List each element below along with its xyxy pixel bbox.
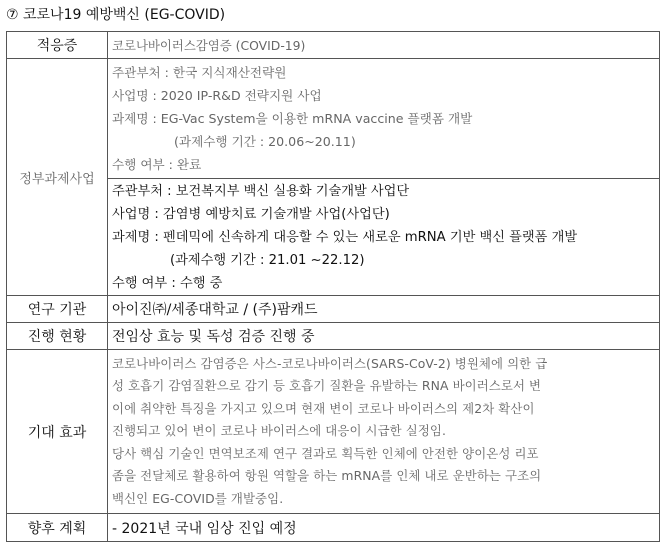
gov-project-block-1 xyxy=(108,59,659,179)
label-effect: 기대 효과 xyxy=(7,350,108,514)
gov-project-block-2 xyxy=(112,179,655,295)
row-effect xyxy=(7,350,660,514)
block2-period: (과제수행 기간 : 21.01 ~22.12) xyxy=(170,253,365,268)
block1-period: (과제수행 기간 : 20.06~20.11) xyxy=(174,134,356,149)
label-indication: 적응증 xyxy=(7,32,108,59)
effect-line: 진행되고 있어 변이 코로나 바이러스에 대응이 시급한 실정임. xyxy=(112,423,447,439)
value-institution: 아이진㈜/세종대학교 / (주)팜캐드 xyxy=(108,296,660,323)
row-progress xyxy=(7,323,660,350)
block2-status: 수행 여부 : 수행 중 xyxy=(112,276,223,291)
block1-status: 수행 여부 : 완료 xyxy=(112,157,202,172)
label-progress: 진행 현황 xyxy=(7,323,108,350)
block1-task: 과제명 : EG-Vac System을 이용한 mRNA vaccine 플랫폼 개발 xyxy=(112,111,473,126)
label-institution: 연구 기관 xyxy=(7,296,108,323)
effect-line: 좀을 전달체로 활용하여 항원 역할을 하는 mRNA를 인체 내로 운반하는 구조의 xyxy=(112,468,542,484)
value-indication: 코로나바이러스감염증 (COVID-19) xyxy=(108,32,660,59)
effect-line: 코로나바이러스 감염증은 사스-코로나바이러스(SARS-CoV-2) 병원체에 의한 급 xyxy=(112,355,548,371)
effect-line: 당사 핵심 기술인 면역보조제 연구 결과로 획득한 인체에 안전한 양이온성 리포 xyxy=(112,445,539,461)
block1-ministry: 주관부처 : 한국 지식재산전략원 xyxy=(112,65,287,80)
value-progress: 전임상 효능 및 독성 검증 진행 중 xyxy=(108,323,660,350)
row-indication xyxy=(7,32,660,59)
row-gov-project xyxy=(7,59,660,296)
project-table xyxy=(6,31,660,542)
section-title: ⑦ 코로나19 예방백신 (EG-COVID) xyxy=(6,7,226,23)
value-gov-project xyxy=(108,59,660,296)
effect-line: 성 호흡기 감염질환으로 감기 등 호흡기 질환을 유발하는 RNA 바이러스로서 변 xyxy=(112,378,542,394)
row-plan xyxy=(7,514,660,542)
row-institution xyxy=(7,296,660,323)
value-plan: - 2021년 국내 임상 진입 예정 xyxy=(108,514,660,542)
effect-line: 백신인 EG-COVID를 개발중임. xyxy=(112,490,284,506)
block2-program: 사업명 : 감염병 예방치료 기술개발 사업(사업단) xyxy=(112,207,390,222)
value-effect xyxy=(108,350,660,514)
label-plan: 향후 계획 xyxy=(7,514,108,542)
effect-line: 이에 취약한 특징을 가지고 있으며 현재 변이 코로나 바이러스의 제2차 확산이 xyxy=(112,400,535,416)
block2-task: 과제명 : 펜데믹에 신속하게 대응할 수 있는 새로운 mRNA 기반 백신 플랫폼 개발 xyxy=(112,230,578,245)
block1-program: 사업명 : 2020 IP-R&D 전략지원 사업 xyxy=(112,88,322,103)
label-gov-project: 정부과제사업 xyxy=(7,59,108,296)
block2-ministry: 주관부처 : 보건복지부 백신 실용화 기술개발 사업단 xyxy=(112,184,410,199)
